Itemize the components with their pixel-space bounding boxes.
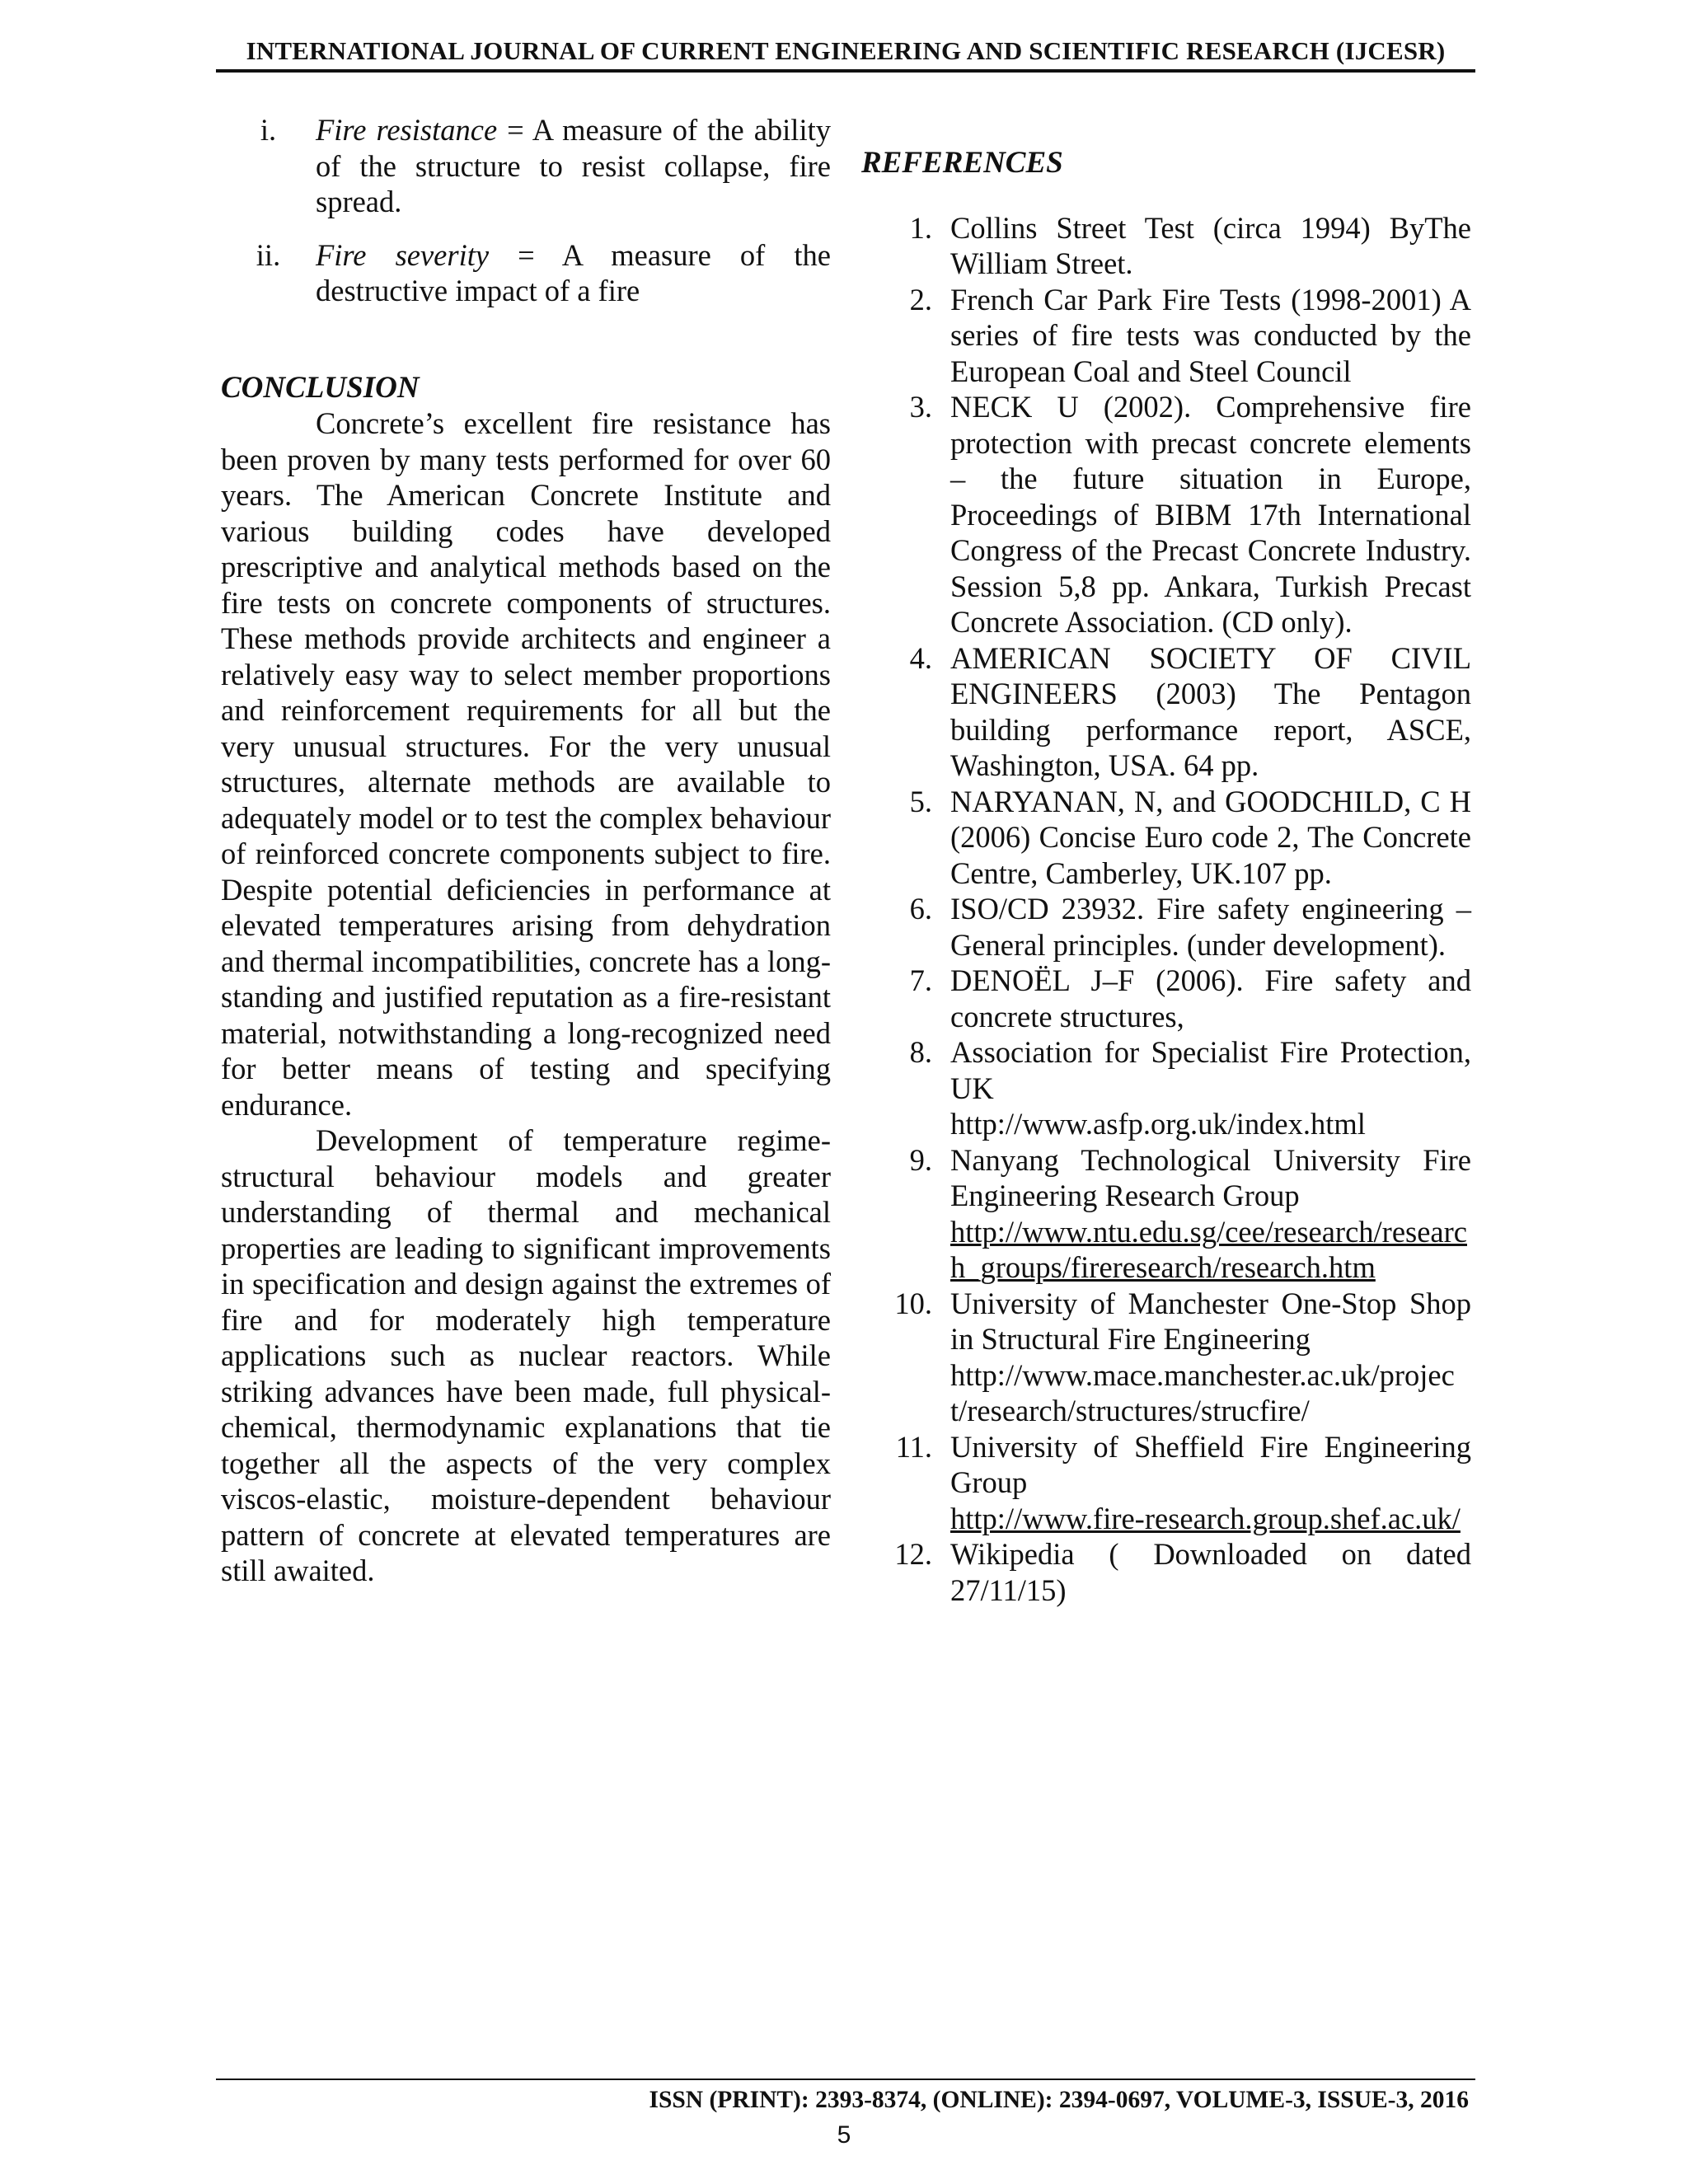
reference-text <box>950 389 1471 640</box>
reference-text <box>950 891 1471 963</box>
reference-item <box>861 389 1471 640</box>
reference-text <box>950 1142 1471 1286</box>
reference-body: ISO/CD 23932. Fire safety engineering – General principles. (under development). <box>950 892 1471 962</box>
reference-text <box>950 784 1471 892</box>
reference-text <box>950 1286 1471 1429</box>
reference-number: 5. <box>909 784 932 818</box>
header-rule <box>216 69 1475 73</box>
definition-item <box>221 237 831 309</box>
reference-number: 6. <box>909 892 932 926</box>
definition-term: Fire resistance <box>316 113 498 147</box>
reference-number: 12. <box>894 1537 932 1571</box>
definition-text <box>316 112 831 220</box>
reference-body: Nanyang Technological University Fire Engineering Research Group <box>950 1142 1471 1212</box>
reference-item <box>861 891 1471 963</box>
footer-rule <box>216 2079 1475 2080</box>
reference-text <box>950 210 1471 282</box>
reference-number: 10. <box>894 1286 932 1320</box>
reference-number: 8. <box>909 1035 932 1069</box>
reference-url-link[interactable]: http://www.fire-research.group.shef.ac.uk/ <box>950 1501 1461 1535</box>
reference-url-link[interactable]: http://www.asfp.org.uk/index.html <box>950 1107 1366 1141</box>
issn-footer: ISSN (PRINT): 2393-8374, (ONLINE): 2394-0697, VOLUME-3, ISSUE-3, 2016 <box>649 2087 1469 2113</box>
reference-item <box>861 1142 1471 1286</box>
reference-item <box>861 1034 1471 1142</box>
reference-number: 2. <box>909 282 932 316</box>
reference-url-link[interactable]: http://www.mace.manchester.ac.uk/project/research/structures/strucfire/ <box>950 1357 1455 1427</box>
reference-item <box>861 282 1471 390</box>
reference-body: NARYANAN, N, and GOODCHILD, C H (2006) Concise Euro code 2, The Concrete Centre, Camberley, UK.107 pp. <box>950 784 1471 890</box>
definition-item <box>221 112 831 220</box>
reference-item <box>861 640 1471 784</box>
reference-number: 4. <box>909 640 932 675</box>
reference-body: DENOËL J–F (2006). Fire safety and concrete structures, <box>950 963 1471 1033</box>
definition-text <box>316 237 831 309</box>
reference-item <box>861 1536 1471 1608</box>
reference-number: 11. <box>895 1429 932 1464</box>
conclusion-paragraph: Concrete’s excellent fire resistance has been proven by many tests performed for over 60 years. The American Concrete Institute and various building codes have developed prescriptive and analytical methods based on the fire tests on concrete components of structures. These methods provide architects and engineer a relatively easy way to select member proportions and reinforcement requirements for all but the very unusual structures. For the very unusual structures, alternate methods are available to adequately model or to test the complex behaviour of reinforced concrete components subject to fire. Despite potential deficiencies in performance at elevated temperatures arising from dehydration and thermal incompatibilities, concrete has a long-standing and justified reputation as a fire-resistant material, notwithstanding a long-recognized need for better means of testing and specifying endurance. <box>221 406 831 1122</box>
page-number: 5 <box>837 2121 851 2149</box>
reference-text <box>950 1034 1471 1142</box>
definition-number: ii. <box>256 237 281 272</box>
left-column <box>221 112 831 1589</box>
references-heading: REFERENCES <box>861 146 1063 180</box>
reference-text <box>950 1429 1471 1537</box>
reference-body: Wikipedia ( Downloaded on dated 27/11/15) <box>950 1537 1471 1607</box>
reference-number: 1. <box>909 210 932 245</box>
definition-body: = A measure of the destructive impact of a fire <box>316 237 831 307</box>
reference-number: 7. <box>909 963 932 997</box>
reference-body: French Car Park Fire Tests (1998-2001) A series of fire tests was conducted by the European Coal and Steel Council <box>950 282 1471 388</box>
definition-body: = A measure of the ability of the structure to resist collapse, fire spread. <box>316 113 831 218</box>
conclusion-heading: CONCLUSION <box>221 370 420 405</box>
reference-text <box>950 640 1471 784</box>
reference-number: 3. <box>909 390 932 424</box>
reference-body: Association for Specialist Fire Protection, UK <box>950 1035 1471 1105</box>
reference-body: Collins Street Test (circa 1994) ByThe William Street. <box>950 210 1471 280</box>
definition-term: Fire severity <box>316 237 490 272</box>
reference-item <box>861 1429 1471 1537</box>
reference-item <box>861 1286 1471 1429</box>
reference-list <box>861 210 1471 1609</box>
conclusion-paragraph: Development of temperature regime-structural behaviour models and greater understanding of thermal and mechanical properties are leading to significant improvements in specification and design against the extremes of fire and for moderately high temperature applications such as nuclear reactors. While striking advances have been made, full physical-chemical, thermodynamic explanations that tie together all the aspects of the very complex viscos-elastic, moisture-dependent behaviour pattern of concrete at elevated temperatures are still awaited. <box>221 1123 831 1587</box>
reference-text <box>950 963 1471 1034</box>
reference-body: University of Manchester One-Stop Shop in Structural Fire Engineering <box>950 1286 1471 1356</box>
right-column <box>861 145 1471 1608</box>
reference-item <box>861 963 1471 1034</box>
reference-body: AMERICAN SOCIETY OF CIVIL ENGINEERS (2003) The Pentagon building performance report, ASCE, Washington, USA. 64 pp. <box>950 640 1471 782</box>
reference-item <box>861 784 1471 892</box>
definition-number: i. <box>260 113 277 147</box>
reference-url-link[interactable]: http://www.ntu.edu.sg/cee/research/research_groups/fireresearch/research.htm <box>950 1214 1467 1284</box>
reference-text <box>950 282 1471 390</box>
reference-text <box>950 1536 1471 1608</box>
journal-header: INTERNATIONAL JOURNAL OF CURRENT ENGINEERING AND SCIENTIFIC RESEARCH (IJCESR) <box>246 36 1446 65</box>
reference-number: 9. <box>909 1142 932 1177</box>
reference-item <box>861 210 1471 282</box>
reference-body: University of Sheffield Fire Engineering Group <box>950 1429 1471 1499</box>
reference-body: NECK U (2002). Comprehensive fire protection with precast concrete elements – the future situation in Europe, Proceedings of BIBM 17th International Congress of the Precast Concrete Industry. Session 5,8 pp. Ankara, Turkish Precast Concrete Association. (CD only). <box>950 390 1471 639</box>
